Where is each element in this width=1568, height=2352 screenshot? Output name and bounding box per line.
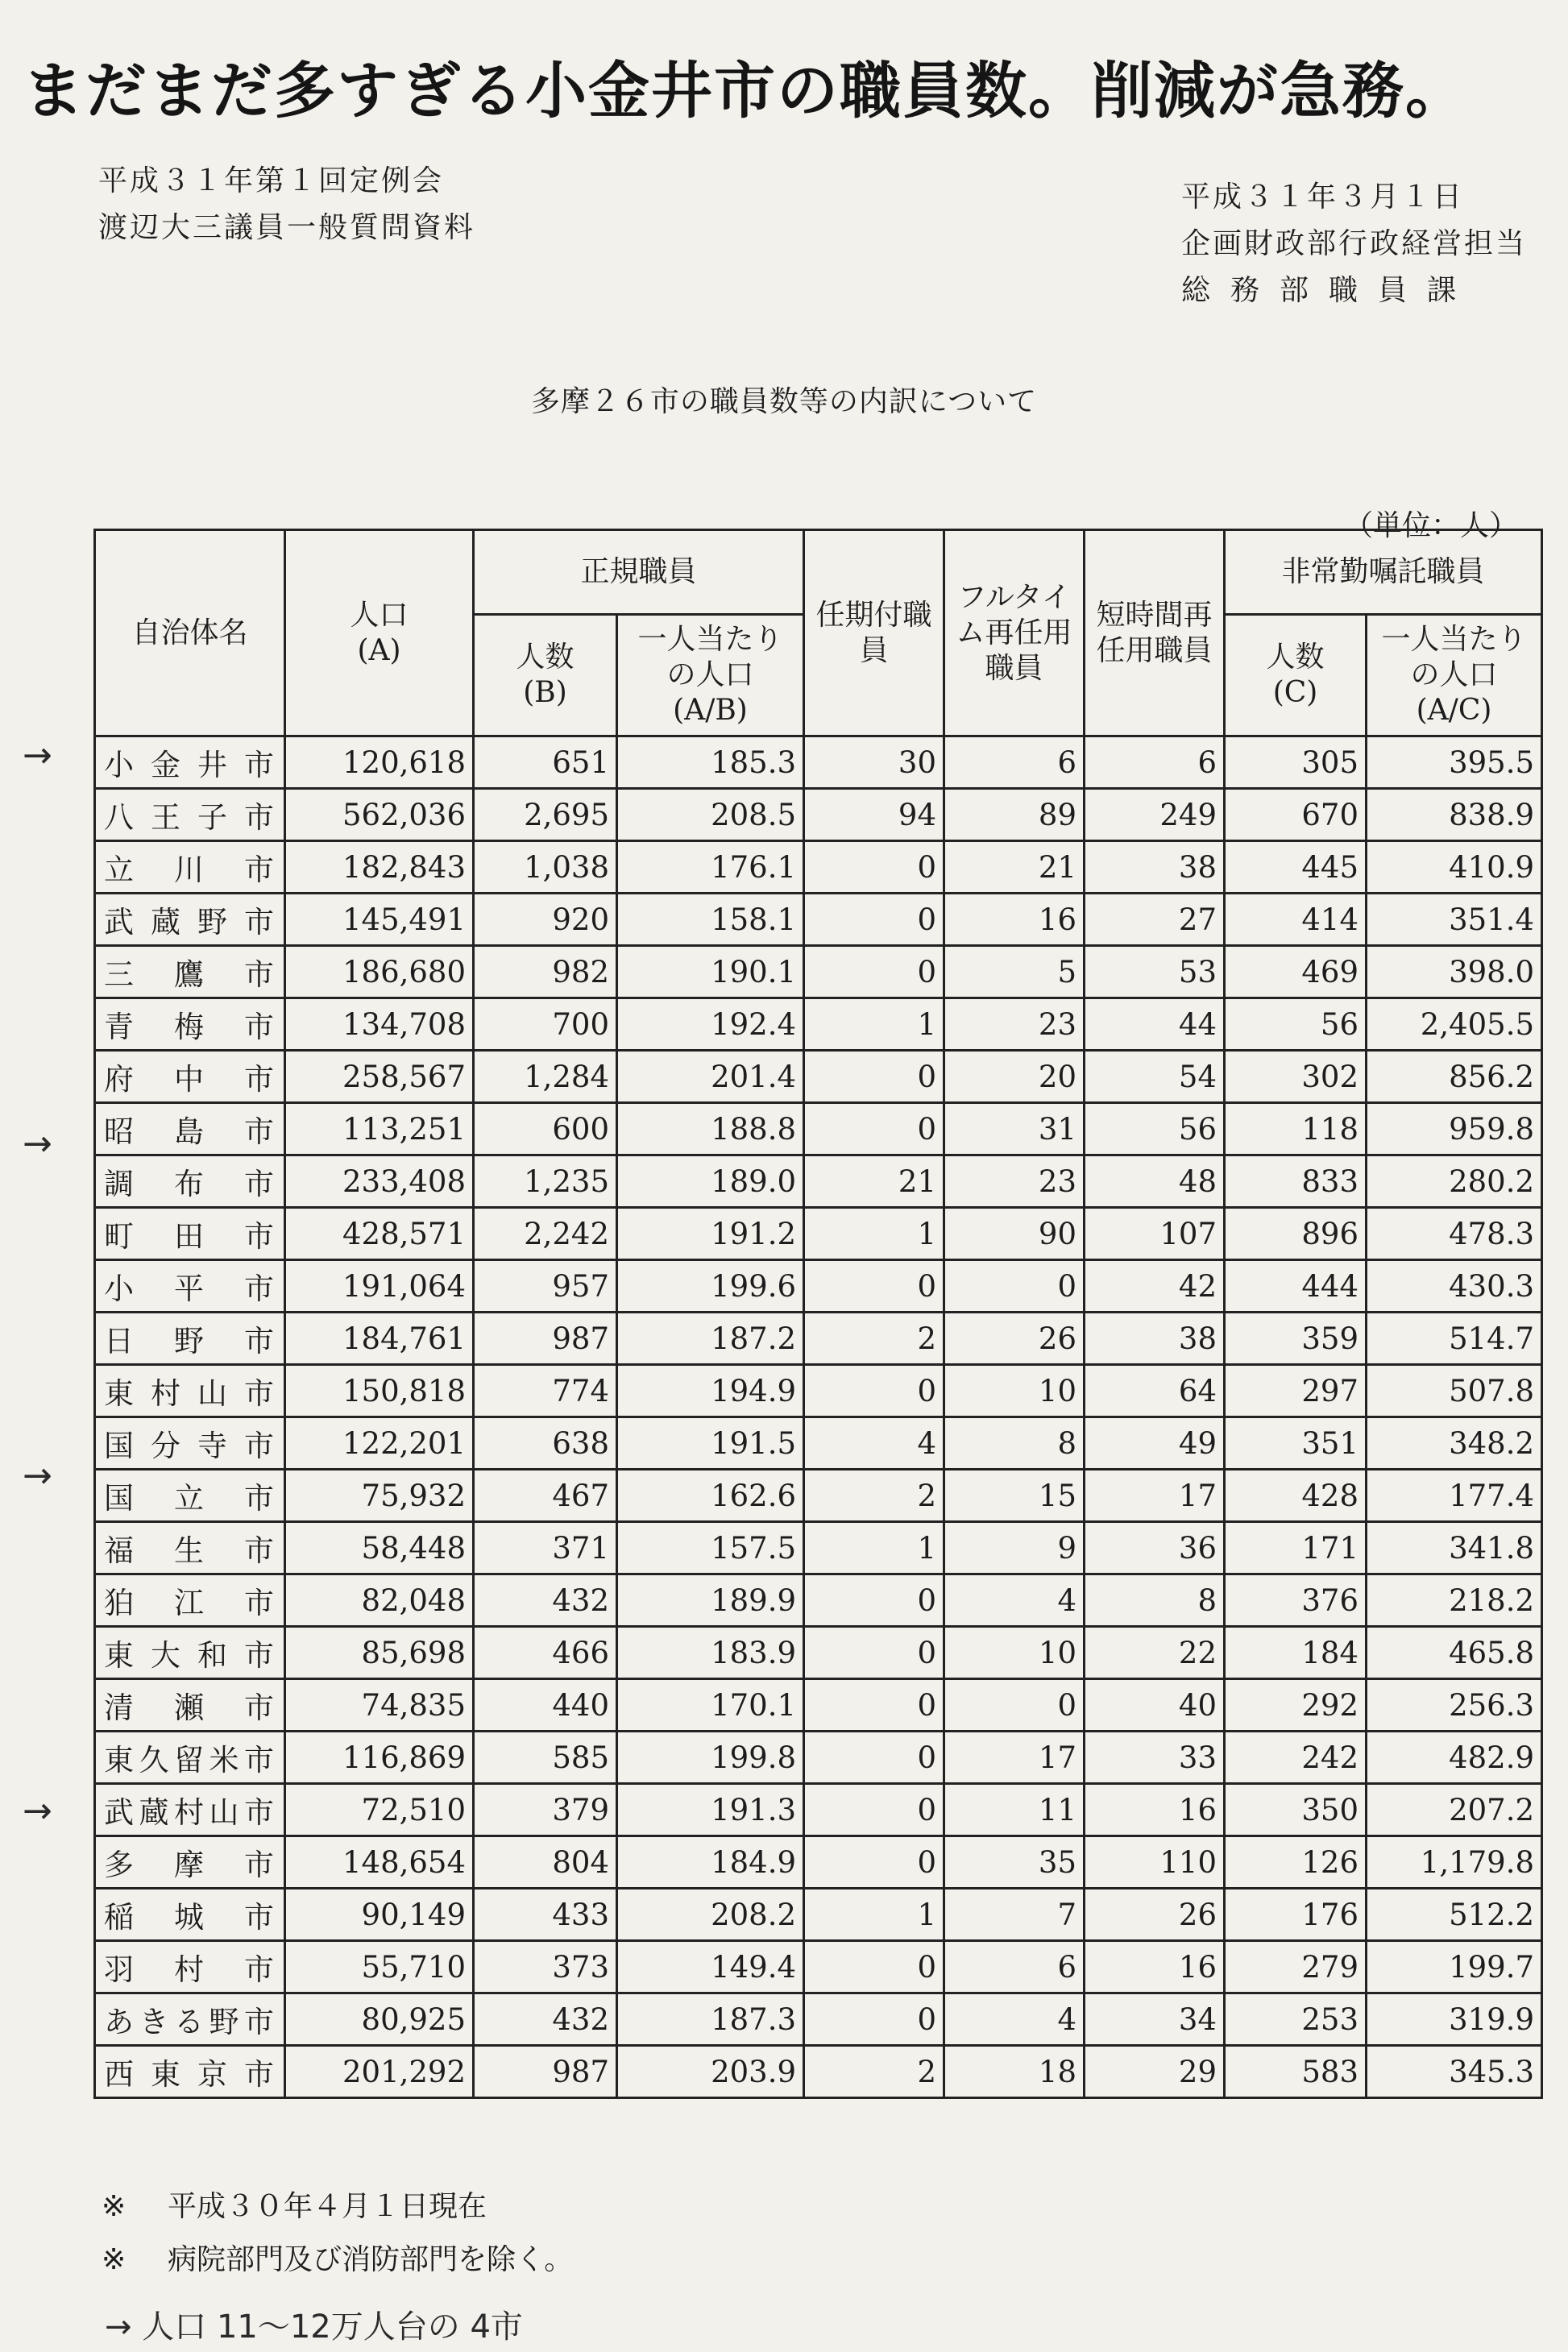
unit-label: （単位：人） xyxy=(1343,509,1518,542)
cell-regular-per: 162.6 xyxy=(617,1470,804,1522)
cell-fulltime-rehire: 0 xyxy=(944,1260,1085,1313)
cell-fulltime-rehire: 4 xyxy=(944,1574,1085,1627)
cell-municipality: あきる野市 xyxy=(95,1993,285,2046)
cell-regular-per: 201.4 xyxy=(617,1051,804,1103)
cell-regular-per: 170.1 xyxy=(617,1679,804,1732)
cell-nonregular-count: 376 xyxy=(1225,1574,1367,1627)
cell-regular-count: 600 xyxy=(474,1103,617,1155)
cell-population: 191,064 xyxy=(285,1260,474,1313)
row-arrow-icon: → xyxy=(23,1123,52,1164)
cell-regular-count: 371 xyxy=(474,1522,617,1574)
notes xyxy=(102,2180,573,2287)
cell-nonregular-per: 218.2 xyxy=(1367,1574,1542,1627)
cell-nonregular-per: 1,179.8 xyxy=(1367,1836,1542,1889)
table-row xyxy=(95,1365,1542,1417)
table-row xyxy=(95,841,1542,894)
cell-fixed-term: 2 xyxy=(804,1470,944,1522)
cell-nonregular-count: 469 xyxy=(1225,946,1367,998)
cell-regular-per: 191.3 xyxy=(617,1784,804,1836)
cell-fixed-term: 1 xyxy=(804,1889,944,1941)
cell-fulltime-rehire: 11 xyxy=(944,1784,1085,1836)
cell-nonregular-count: 118 xyxy=(1225,1103,1367,1155)
meta-session: 平成３１年第１回定例会 xyxy=(98,164,445,197)
meta-dept: 企画財政部行政経営担当 xyxy=(1181,227,1528,260)
header-regular-count: 人数 (B) xyxy=(474,615,617,736)
cell-nonregular-count: 414 xyxy=(1225,894,1367,946)
cell-nonregular-count: 428 xyxy=(1225,1470,1367,1522)
cell-fixed-term: 0 xyxy=(804,1051,944,1103)
cell-nonregular-per: 514.7 xyxy=(1367,1313,1542,1365)
cell-parttime-rehire: 26 xyxy=(1085,1889,1225,1941)
cell-fulltime-rehire: 4 xyxy=(944,1993,1085,2046)
cell-fixed-term: 0 xyxy=(804,1260,944,1313)
cell-population: 184,761 xyxy=(285,1313,474,1365)
table-row xyxy=(95,2046,1542,2098)
cell-nonregular-per: 482.9 xyxy=(1367,1732,1542,1784)
cell-regular-per: 194.9 xyxy=(617,1365,804,1417)
cell-fixed-term: 1 xyxy=(804,1208,944,1260)
cell-fulltime-rehire: 35 xyxy=(944,1836,1085,1889)
cell-parttime-rehire: 17 xyxy=(1085,1470,1225,1522)
cell-regular-per: 185.3 xyxy=(617,736,804,789)
cell-population: 122,201 xyxy=(285,1417,474,1470)
cell-fulltime-rehire: 10 xyxy=(944,1365,1085,1417)
cell-regular-count: 432 xyxy=(474,1993,617,2046)
cell-regular-count: 1,284 xyxy=(474,1051,617,1103)
meta-section: 総務部職員課 xyxy=(1181,274,1477,307)
cell-regular-count: 804 xyxy=(474,1836,617,1889)
cell-fixed-term: 0 xyxy=(804,1627,944,1679)
meta-material: 渡辺大三議員一般質問資料 xyxy=(98,211,476,244)
cell-municipality: 武蔵村山市 xyxy=(95,1784,285,1836)
cell-parttime-rehire: 22 xyxy=(1085,1627,1225,1679)
cell-nonregular-per: 410.9 xyxy=(1367,841,1542,894)
cell-population: 145,491 xyxy=(285,894,474,946)
cell-regular-per: 149.4 xyxy=(617,1941,804,1993)
note-item: ※ 平成３０年４月１日現在 xyxy=(102,2190,487,2223)
table-row xyxy=(95,1313,1542,1365)
cell-population: 90,149 xyxy=(285,1889,474,1941)
header-fulltime-rehire: フルタイム再任用職員 xyxy=(944,530,1085,736)
table-row xyxy=(95,1679,1542,1732)
cell-fixed-term: 0 xyxy=(804,1993,944,2046)
cell-regular-per: 203.9 xyxy=(617,2046,804,2098)
cell-municipality: 国分寺市 xyxy=(95,1417,285,1470)
cell-municipality: 国立市 xyxy=(95,1470,285,1522)
table-row xyxy=(95,894,1542,946)
handwritten-note: → 人口 11〜12万人台の 4市 xyxy=(105,2308,523,2346)
cell-fixed-term: 0 xyxy=(804,946,944,998)
cell-population: 120,618 xyxy=(285,736,474,789)
cell-fulltime-rehire: 26 xyxy=(944,1313,1085,1365)
cell-nonregular-per: 478.3 xyxy=(1367,1208,1542,1260)
table-row xyxy=(95,1889,1542,1941)
table-row xyxy=(95,1417,1542,1470)
cell-nonregular-count: 350 xyxy=(1225,1784,1367,1836)
cell-regular-per: 199.6 xyxy=(617,1260,804,1313)
cell-parttime-rehire: 38 xyxy=(1085,841,1225,894)
cell-fulltime-rehire: 7 xyxy=(944,1889,1085,1941)
table-row xyxy=(95,1260,1542,1313)
table-row xyxy=(95,1574,1542,1627)
staff-table xyxy=(93,529,1543,2099)
row-arrow-icon: → xyxy=(23,735,52,776)
cell-nonregular-count: 242 xyxy=(1225,1732,1367,1784)
cell-fulltime-rehire: 23 xyxy=(944,998,1085,1051)
cell-nonregular-count: 171 xyxy=(1225,1522,1367,1574)
cell-regular-count: 373 xyxy=(474,1941,617,1993)
cell-population: 72,510 xyxy=(285,1784,474,1836)
table-row xyxy=(95,1941,1542,1993)
cell-regular-per: 187.3 xyxy=(617,1993,804,2046)
table-row xyxy=(95,946,1542,998)
cell-municipality: 西東京市 xyxy=(95,2046,285,2098)
table-body xyxy=(95,736,1542,2098)
cell-population: 58,448 xyxy=(285,1522,474,1574)
cell-population: 150,818 xyxy=(285,1365,474,1417)
cell-fulltime-rehire: 6 xyxy=(944,1941,1085,1993)
table-row xyxy=(95,789,1542,841)
cell-fulltime-rehire: 21 xyxy=(944,841,1085,894)
cell-fulltime-rehire: 10 xyxy=(944,1627,1085,1679)
cell-population: 113,251 xyxy=(285,1103,474,1155)
cell-municipality: 武蔵野市 xyxy=(95,894,285,946)
table-row xyxy=(95,1627,1542,1679)
headline: まだまだ多すぎる小金井市の職員数。削減が急務。 xyxy=(23,55,1468,127)
cell-municipality: 稲城市 xyxy=(95,1889,285,1941)
cell-nonregular-per: 959.8 xyxy=(1367,1103,1542,1155)
cell-nonregular-per: 507.8 xyxy=(1367,1365,1542,1417)
cell-nonregular-count: 896 xyxy=(1225,1208,1367,1260)
cell-regular-count: 433 xyxy=(474,1889,617,1941)
cell-nonregular-per: 345.3 xyxy=(1367,2046,1542,2098)
cell-fixed-term: 94 xyxy=(804,789,944,841)
table-row xyxy=(95,1836,1542,1889)
cell-parttime-rehire: 54 xyxy=(1085,1051,1225,1103)
cell-regular-count: 987 xyxy=(474,2046,617,2098)
cell-municipality: 福生市 xyxy=(95,1522,285,1574)
cell-nonregular-per: 348.2 xyxy=(1367,1417,1542,1470)
table-row xyxy=(95,1155,1542,1208)
cell-regular-per: 191.5 xyxy=(617,1417,804,1470)
cell-nonregular-count: 833 xyxy=(1225,1155,1367,1208)
cell-regular-count: 440 xyxy=(474,1679,617,1732)
header-municipality: 自治体名 xyxy=(95,530,285,736)
cell-population: 428,571 xyxy=(285,1208,474,1260)
cell-fulltime-rehire: 31 xyxy=(944,1103,1085,1155)
cell-parttime-rehire: 27 xyxy=(1085,894,1225,946)
cell-regular-count: 774 xyxy=(474,1365,617,1417)
cell-population: 116,869 xyxy=(285,1732,474,1784)
cell-population: 182,843 xyxy=(285,841,474,894)
cell-municipality: 東大和市 xyxy=(95,1627,285,1679)
cell-fixed-term: 0 xyxy=(804,841,944,894)
cell-nonregular-count: 56 xyxy=(1225,998,1367,1051)
cell-parttime-rehire: 249 xyxy=(1085,789,1225,841)
cell-nonregular-per: 207.2 xyxy=(1367,1784,1542,1836)
cell-regular-count: 2,695 xyxy=(474,789,617,841)
cell-parttime-rehire: 110 xyxy=(1085,1836,1225,1889)
cell-nonregular-count: 126 xyxy=(1225,1836,1367,1889)
cell-regular-count: 432 xyxy=(474,1574,617,1627)
cell-municipality: 日野市 xyxy=(95,1313,285,1365)
cell-fulltime-rehire: 23 xyxy=(944,1155,1085,1208)
table-row xyxy=(95,1051,1542,1103)
cell-fixed-term: 2 xyxy=(804,2046,944,2098)
cell-regular-per: 176.1 xyxy=(617,841,804,894)
cell-parttime-rehire: 64 xyxy=(1085,1365,1225,1417)
cell-municipality: 狛江市 xyxy=(95,1574,285,1627)
header-nonregular: 非常勤嘱託職員 xyxy=(1225,530,1542,615)
cell-fixed-term: 21 xyxy=(804,1155,944,1208)
cell-nonregular-count: 445 xyxy=(1225,841,1367,894)
cell-regular-count: 379 xyxy=(474,1784,617,1836)
meta-left xyxy=(98,158,475,251)
cell-nonregular-count: 297 xyxy=(1225,1365,1367,1417)
cell-regular-count: 638 xyxy=(474,1417,617,1470)
cell-nonregular-count: 670 xyxy=(1225,789,1367,841)
cell-regular-per: 157.5 xyxy=(617,1522,804,1574)
cell-fixed-term: 0 xyxy=(804,1784,944,1836)
cell-fixed-term: 0 xyxy=(804,1103,944,1155)
cell-regular-per: 158.1 xyxy=(617,894,804,946)
cell-population: 80,925 xyxy=(285,1993,474,2046)
cell-population: 134,708 xyxy=(285,998,474,1051)
cell-nonregular-count: 583 xyxy=(1225,2046,1367,2098)
cell-fulltime-rehire: 6 xyxy=(944,736,1085,789)
cell-population: 258,567 xyxy=(285,1051,474,1103)
cell-municipality: 立川市 xyxy=(95,841,285,894)
cell-fulltime-rehire: 90 xyxy=(944,1208,1085,1260)
note-item: ※ 病院部門及び消防部門を除く。 xyxy=(102,2243,574,2276)
cell-regular-count: 466 xyxy=(474,1627,617,1679)
cell-regular-count: 1,038 xyxy=(474,841,617,894)
cell-parttime-rehire: 8 xyxy=(1085,1574,1225,1627)
cell-municipality: 三鷹市 xyxy=(95,946,285,998)
cell-nonregular-per: 395.5 xyxy=(1367,736,1542,789)
cell-nonregular-count: 184 xyxy=(1225,1627,1367,1679)
header-population: 人口 (A) xyxy=(285,530,474,736)
cell-nonregular-per: 351.4 xyxy=(1367,894,1542,946)
header-nonregular-per: 一人当たりの人口 (A/C) xyxy=(1367,615,1542,736)
cell-parttime-rehire: 38 xyxy=(1085,1313,1225,1365)
cell-municipality: 昭島市 xyxy=(95,1103,285,1155)
cell-parttime-rehire: 34 xyxy=(1085,1993,1225,2046)
cell-regular-count: 982 xyxy=(474,946,617,998)
cell-parttime-rehire: 40 xyxy=(1085,1679,1225,1732)
cell-municipality: 府中市 xyxy=(95,1051,285,1103)
cell-municipality: 清瀬市 xyxy=(95,1679,285,1732)
cell-nonregular-per: 199.7 xyxy=(1367,1941,1542,1993)
cell-nonregular-per: 2,405.5 xyxy=(1367,998,1542,1051)
cell-parttime-rehire: 33 xyxy=(1085,1732,1225,1784)
cell-regular-per: 199.8 xyxy=(617,1732,804,1784)
cell-parttime-rehire: 44 xyxy=(1085,998,1225,1051)
cell-fixed-term: 1 xyxy=(804,1522,944,1574)
cell-fulltime-rehire: 89 xyxy=(944,789,1085,841)
row-arrow-icon: → xyxy=(23,1790,52,1831)
cell-nonregular-per: 256.3 xyxy=(1367,1679,1542,1732)
cell-municipality: 東村山市 xyxy=(95,1365,285,1417)
cell-parttime-rehire: 49 xyxy=(1085,1417,1225,1470)
cell-municipality: 八王子市 xyxy=(95,789,285,841)
cell-regular-count: 700 xyxy=(474,998,617,1051)
meta-date: 平成３１年３月１日 xyxy=(1181,180,1465,214)
cell-nonregular-per: 838.9 xyxy=(1367,789,1542,841)
cell-fixed-term: 0 xyxy=(804,1836,944,1889)
cell-fulltime-rehire: 16 xyxy=(944,894,1085,946)
table-row xyxy=(95,1522,1542,1574)
cell-population: 233,408 xyxy=(285,1155,474,1208)
cell-nonregular-count: 351 xyxy=(1225,1417,1367,1470)
cell-nonregular-count: 302 xyxy=(1225,1051,1367,1103)
table-row xyxy=(95,1103,1542,1155)
cell-regular-count: 957 xyxy=(474,1260,617,1313)
cell-nonregular-count: 305 xyxy=(1225,736,1367,789)
cell-nonregular-per: 177.4 xyxy=(1367,1470,1542,1522)
cell-population: 148,654 xyxy=(285,1836,474,1889)
table-row xyxy=(95,1208,1542,1260)
cell-fulltime-rehire: 0 xyxy=(944,1679,1085,1732)
cell-parttime-rehire: 48 xyxy=(1085,1155,1225,1208)
cell-nonregular-count: 176 xyxy=(1225,1889,1367,1941)
meta-right xyxy=(1181,174,1527,314)
cell-regular-per: 183.9 xyxy=(617,1627,804,1679)
cell-parttime-rehire: 6 xyxy=(1085,736,1225,789)
cell-fulltime-rehire: 5 xyxy=(944,946,1085,998)
cell-regular-count: 467 xyxy=(474,1470,617,1522)
cell-population: 201,292 xyxy=(285,2046,474,2098)
cell-population: 55,710 xyxy=(285,1941,474,1993)
cell-fixed-term: 0 xyxy=(804,1574,944,1627)
cell-municipality: 羽村市 xyxy=(95,1941,285,1993)
cell-nonregular-per: 856.2 xyxy=(1367,1051,1542,1103)
cell-nonregular-per: 280.2 xyxy=(1367,1155,1542,1208)
cell-regular-count: 585 xyxy=(474,1732,617,1784)
cell-fixed-term: 1 xyxy=(804,998,944,1051)
cell-parttime-rehire: 42 xyxy=(1085,1260,1225,1313)
cell-parttime-rehire: 53 xyxy=(1085,946,1225,998)
cell-regular-per: 189.9 xyxy=(617,1574,804,1627)
cell-nonregular-per: 341.8 xyxy=(1367,1522,1542,1574)
cell-regular-per: 188.8 xyxy=(617,1103,804,1155)
cell-fixed-term: 2 xyxy=(804,1313,944,1365)
cell-municipality: 小金井市 xyxy=(95,736,285,789)
cell-nonregular-count: 253 xyxy=(1225,1993,1367,2046)
cell-population: 85,698 xyxy=(285,1627,474,1679)
cell-municipality: 町田市 xyxy=(95,1208,285,1260)
cell-regular-count: 1,235 xyxy=(474,1155,617,1208)
cell-fulltime-rehire: 9 xyxy=(944,1522,1085,1574)
cell-population: 74,835 xyxy=(285,1679,474,1732)
cell-fulltime-rehire: 15 xyxy=(944,1470,1085,1522)
cell-nonregular-per: 319.9 xyxy=(1367,1993,1542,2046)
table-row xyxy=(95,998,1542,1051)
cell-parttime-rehire: 107 xyxy=(1085,1208,1225,1260)
header-fixed-term: 任期付職員 xyxy=(804,530,944,736)
table-row xyxy=(95,1993,1542,2046)
cell-regular-per: 208.2 xyxy=(617,1889,804,1941)
cell-fixed-term: 0 xyxy=(804,1679,944,1732)
cell-regular-count: 2,242 xyxy=(474,1208,617,1260)
cell-fixed-term: 30 xyxy=(804,736,944,789)
table-row xyxy=(95,1784,1542,1836)
cell-fixed-term: 0 xyxy=(804,1365,944,1417)
cell-nonregular-per: 465.8 xyxy=(1367,1627,1542,1679)
cell-population: 186,680 xyxy=(285,946,474,998)
header-parttime-rehire: 短時間再任用職員 xyxy=(1085,530,1225,736)
cell-nonregular-count: 279 xyxy=(1225,1941,1367,1993)
cell-regular-per: 187.2 xyxy=(617,1313,804,1365)
cell-municipality: 小平市 xyxy=(95,1260,285,1313)
cell-fixed-term: 0 xyxy=(804,1732,944,1784)
cell-regular-count: 987 xyxy=(474,1313,617,1365)
cell-municipality: 青梅市 xyxy=(95,998,285,1051)
cell-parttime-rehire: 36 xyxy=(1085,1522,1225,1574)
cell-regular-per: 192.4 xyxy=(617,998,804,1051)
cell-municipality: 多摩市 xyxy=(95,1836,285,1889)
cell-population: 82,048 xyxy=(285,1574,474,1627)
cell-fixed-term: 0 xyxy=(804,1941,944,1993)
cell-regular-per: 191.2 xyxy=(617,1208,804,1260)
table-row xyxy=(95,1732,1542,1784)
cell-fulltime-rehire: 20 xyxy=(944,1051,1085,1103)
header-nonregular-count: 人数 (C) xyxy=(1225,615,1367,736)
cell-parttime-rehire: 56 xyxy=(1085,1103,1225,1155)
cell-nonregular-per: 430.3 xyxy=(1367,1260,1542,1313)
cell-fulltime-rehire: 8 xyxy=(944,1417,1085,1470)
cell-nonregular-count: 359 xyxy=(1225,1313,1367,1365)
cell-regular-count: 920 xyxy=(474,894,617,946)
cell-population: 75,932 xyxy=(285,1470,474,1522)
cell-municipality: 東久留米市 xyxy=(95,1732,285,1784)
cell-regular-per: 184.9 xyxy=(617,1836,804,1889)
cell-nonregular-count: 444 xyxy=(1225,1260,1367,1313)
cell-parttime-rehire: 16 xyxy=(1085,1784,1225,1836)
table-title: 多摩２６市の職員数等の内訳について xyxy=(530,385,1038,418)
cell-fixed-term: 0 xyxy=(804,894,944,946)
cell-nonregular-per: 512.2 xyxy=(1367,1889,1542,1941)
cell-regular-per: 189.0 xyxy=(617,1155,804,1208)
cell-nonregular-count: 292 xyxy=(1225,1679,1367,1732)
header-regular-per: 一人当たりの人口 (A/B) xyxy=(617,615,804,736)
cell-nonregular-per: 398.0 xyxy=(1367,946,1542,998)
row-arrow-icon: → xyxy=(23,1455,52,1496)
cell-fixed-term: 4 xyxy=(804,1417,944,1470)
cell-municipality: 調布市 xyxy=(95,1155,285,1208)
cell-fulltime-rehire: 17 xyxy=(944,1732,1085,1784)
header-regular: 正規職員 xyxy=(474,530,804,615)
table-row xyxy=(95,1470,1542,1522)
cell-parttime-rehire: 29 xyxy=(1085,2046,1225,2098)
table-row xyxy=(95,736,1542,789)
cell-regular-count: 651 xyxy=(474,736,617,789)
cell-regular-per: 208.5 xyxy=(617,789,804,841)
cell-regular-per: 190.1 xyxy=(617,946,804,998)
cell-population: 562,036 xyxy=(285,789,474,841)
cell-parttime-rehire: 16 xyxy=(1085,1941,1225,1993)
cell-fulltime-rehire: 18 xyxy=(944,2046,1085,2098)
